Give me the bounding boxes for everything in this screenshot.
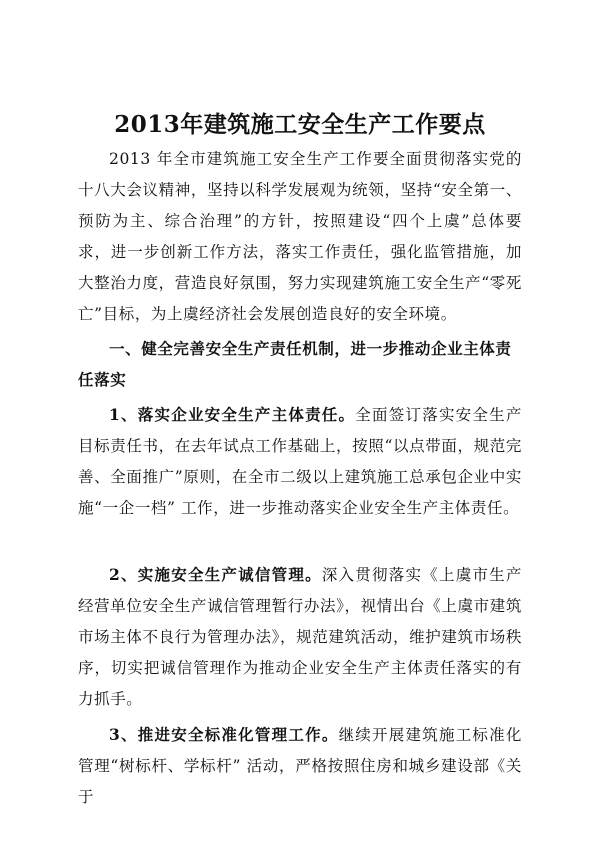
document-title: 2013年建筑施工安全生产工作要点 xyxy=(114,111,486,138)
item-2-title: 2、实施安全生产诚信管理。 xyxy=(109,565,322,584)
item-1-title: 1、落实企业安全生产主体责任。 xyxy=(109,405,356,424)
blank-line xyxy=(78,524,522,555)
intro-paragraph: 2013 年全市建筑施工安全生产工作要全面贯彻落实党的十八大会议精神，坚持以科学发展观为统领，坚持“安全第一、预防为主、综合治理”的方针，按照建设“四个上虞”总体要求，进一步创新工作方法，落实工作责任，强化监管措施，加大整治力度，营造良好氛围，努力实现建筑施工安全生产“零死亡”目标，为上虞经济社会发展创造良好的安全环境。 xyxy=(78,150,522,323)
section-heading: 一、健全完善安全生产责任机制，进一步推动企业主体责任落实 xyxy=(78,339,512,389)
item-2-body: 深入贯彻落实《上虞市生产经营单位安全生产诚信管理暂行办法》，视情出台《上虞市建筑市场主体不良行为管理办法》，规范建筑活动，维护建筑市场秩序，切实把诚信管理作为推动企业安全生产主体责任落实的有力抓手。 xyxy=(78,566,522,708)
item-3-paragraph xyxy=(78,719,522,813)
item-2-paragraph xyxy=(78,559,522,715)
item-3-body: 继续开展建筑施工标准化管理“树标杆、学标杆” 活动，严格按照住房和城乡建设部《关于 xyxy=(78,726,522,806)
item-1-paragraph xyxy=(78,399,522,524)
item-1-body: 全面签订落实安全生产目标责任书，在去年试点工作基础上，按照“以点带面，规范完善、全面推广”原则，在全市二级以上建筑施工总承包企业中实施“一企一档” 工作，进一步推动落实企业安全生产主体责任。 xyxy=(78,406,522,517)
item-3-title: 3、推进安全标准化管理工作。 xyxy=(109,725,339,744)
document-page xyxy=(78,108,522,813)
